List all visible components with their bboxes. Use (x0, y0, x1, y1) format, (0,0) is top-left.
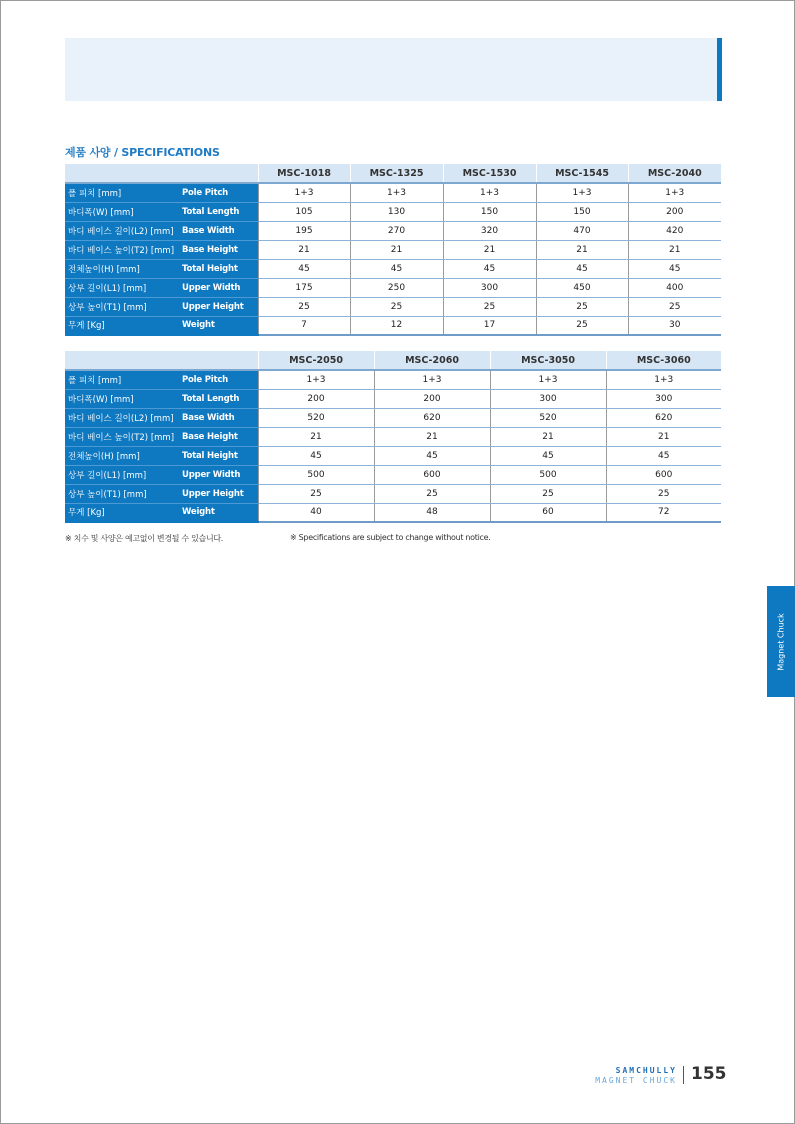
spec-value-cell: 25 (490, 484, 606, 503)
note-korean: ※ 치수 및 사양은 예고없이 변경될 수 있습니다. (65, 534, 224, 543)
spec-value-cell: 500 (258, 465, 374, 484)
spec-value-cell: 520 (258, 408, 374, 427)
row-label-korean: 상부 길이(L1) [mm] (65, 278, 180, 297)
spec-value-cell: 45 (443, 259, 536, 278)
row-label-korean: 상부 높이(T1) [mm] (65, 297, 180, 316)
brand-name-bottom: MAGNET CHUCK (595, 1076, 677, 1085)
table-row (65, 297, 721, 316)
row-label-english: Upper Height (180, 484, 258, 503)
spec-value-cell: 21 (258, 240, 350, 259)
row-label-english: Total Length (180, 202, 258, 221)
spec-table-1 (65, 164, 721, 336)
spec-value-cell: 1+3 (606, 370, 721, 389)
spec-value-cell: 45 (350, 259, 443, 278)
spec-value-cell: 21 (443, 240, 536, 259)
spec-value-cell: 21 (606, 427, 721, 446)
row-label-korean: 폴 피치 [mm] (65, 370, 180, 389)
spec-value-cell: 1+3 (350, 183, 443, 202)
spec-table-2 (65, 351, 721, 523)
table-row (65, 389, 721, 408)
spec-value-cell: 1+3 (628, 183, 721, 202)
row-label-korean: 상부 길이(L1) [mm] (65, 465, 180, 484)
row-label-english: Base Height (180, 427, 258, 446)
row-label-english: Pole Pitch (180, 370, 258, 389)
row-label-english: Upper Width (180, 465, 258, 484)
table-row (65, 427, 721, 446)
spec-value-cell: 450 (536, 278, 628, 297)
footer-brand-logo (595, 1066, 677, 1085)
spec-value-cell: 25 (258, 297, 350, 316)
spec-value-cell: 21 (258, 427, 374, 446)
spec-value-cell: 45 (628, 259, 721, 278)
row-label-korean: 폴 피치 [mm] (65, 183, 180, 202)
spec-value-cell: 620 (374, 408, 490, 427)
spec-value-cell: 45 (490, 446, 606, 465)
footer-divider (683, 1066, 684, 1084)
row-label-korean: 바디 베이스 높이(T2) [mm] (65, 427, 180, 446)
row-label-english: Base Width (180, 408, 258, 427)
row-label-korean: 무게 [Kg] (65, 503, 180, 522)
spec-value-cell: 25 (628, 297, 721, 316)
row-label-korean: 바디폭(W) [mm] (65, 389, 180, 408)
spec-value-cell: 45 (258, 446, 374, 465)
spec-value-cell: 45 (258, 259, 350, 278)
spec-value-cell: 17 (443, 316, 536, 335)
row-label-english: Total Height (180, 259, 258, 278)
spec-value-cell: 60 (490, 503, 606, 522)
spec-value-cell: 470 (536, 221, 628, 240)
spec-value-cell: 25 (606, 484, 721, 503)
table-row (65, 183, 721, 202)
model-header: MSC-2060 (374, 351, 490, 370)
spec-value-cell: 300 (606, 389, 721, 408)
section-title: 제품 사양 / SPECIFICATIONS (65, 146, 220, 159)
spec-value-cell: 300 (490, 389, 606, 408)
top-banner-accent-bar (717, 38, 722, 101)
top-banner (65, 38, 722, 101)
spec-value-cell: 520 (490, 408, 606, 427)
spec-value-cell: 45 (536, 259, 628, 278)
table-row (65, 259, 721, 278)
table-row (65, 316, 721, 335)
spec-value-cell: 600 (606, 465, 721, 484)
table-row (65, 408, 721, 427)
spec-value-cell: 7 (258, 316, 350, 335)
side-tab-magnet-chuck[interactable] (767, 586, 795, 697)
spec-value-cell: 25 (374, 484, 490, 503)
table-row (65, 221, 721, 240)
model-header: MSC-1018 (258, 164, 350, 183)
table-corner-cell (65, 351, 258, 370)
table-row (65, 503, 721, 522)
row-label-korean: 전체높이(H) [mm] (65, 259, 180, 278)
row-label-english: Upper Height (180, 297, 258, 316)
spec-value-cell: 25 (536, 316, 628, 335)
row-label-english: Total Height (180, 446, 258, 465)
row-label-korean: 전체높이(H) [mm] (65, 446, 180, 465)
spec-value-cell: 45 (606, 446, 721, 465)
spec-value-cell: 150 (443, 202, 536, 221)
spec-value-cell: 600 (374, 465, 490, 484)
spec-value-cell: 40 (258, 503, 374, 522)
model-header: MSC-1325 (350, 164, 443, 183)
table-row (65, 465, 721, 484)
model-header: MSC-3060 (606, 351, 721, 370)
row-label-english: Total Length (180, 389, 258, 408)
spec-value-cell: 25 (536, 297, 628, 316)
brand-name-top: SAMCHULLY (615, 1066, 677, 1075)
spec-value-cell: 320 (443, 221, 536, 240)
table-row (65, 202, 721, 221)
spec-value-cell: 48 (374, 503, 490, 522)
spec-value-cell: 12 (350, 316, 443, 335)
spec-value-cell: 30 (628, 316, 721, 335)
spec-value-cell: 175 (258, 278, 350, 297)
model-header: MSC-1545 (536, 164, 628, 183)
spec-value-cell: 300 (443, 278, 536, 297)
table-header-row (65, 351, 721, 370)
row-label-korean: 무게 [Kg] (65, 316, 180, 335)
table-header-row (65, 164, 721, 183)
spec-value-cell: 420 (628, 221, 721, 240)
model-header: MSC-2050 (258, 351, 374, 370)
spec-value-cell: 200 (374, 389, 490, 408)
row-label-korean: 바디 베이스 길이(L2) [mm] (65, 408, 180, 427)
page-number: 155 (691, 1064, 727, 1084)
table-row (65, 240, 721, 259)
table-row (65, 484, 721, 503)
table-corner-cell (65, 164, 258, 183)
spec-value-cell: 1+3 (443, 183, 536, 202)
spec-value-cell: 195 (258, 221, 350, 240)
spec-value-cell: 270 (350, 221, 443, 240)
spec-value-cell: 1+3 (258, 183, 350, 202)
spec-value-cell: 21 (628, 240, 721, 259)
spec-value-cell: 200 (258, 389, 374, 408)
spec-value-cell: 25 (258, 484, 374, 503)
spec-value-cell: 400 (628, 278, 721, 297)
row-label-korean: 바디 베이스 길이(L2) [mm] (65, 221, 180, 240)
spec-value-cell: 21 (490, 427, 606, 446)
spec-value-cell: 25 (443, 297, 536, 316)
table-row (65, 370, 721, 389)
spec-value-cell: 1+3 (490, 370, 606, 389)
note-english: ※ Specifications are subject to change without notice. (290, 533, 491, 542)
spec-value-cell: 105 (258, 202, 350, 221)
spec-value-cell: 45 (374, 446, 490, 465)
table-row (65, 446, 721, 465)
spec-value-cell: 1+3 (258, 370, 374, 389)
row-label-english: Weight (180, 316, 258, 335)
spec-value-cell: 72 (606, 503, 721, 522)
spec-value-cell: 25 (350, 297, 443, 316)
side-tab-label: Magnet Chuck (776, 612, 786, 671)
spec-value-cell: 130 (350, 202, 443, 221)
spec-value-cell: 21 (536, 240, 628, 259)
row-label-english: Upper Width (180, 278, 258, 297)
spec-value-cell: 250 (350, 278, 443, 297)
row-label-korean: 바디폭(W) [mm] (65, 202, 180, 221)
spec-value-cell: 21 (350, 240, 443, 259)
row-label-english: Base Width (180, 221, 258, 240)
row-label-english: Base Height (180, 240, 258, 259)
model-header: MSC-3050 (490, 351, 606, 370)
table-row (65, 278, 721, 297)
spec-value-cell: 500 (490, 465, 606, 484)
row-label-korean: 바디 베이스 높이(T2) [mm] (65, 240, 180, 259)
spec-value-cell: 620 (606, 408, 721, 427)
model-header: MSC-2040 (628, 164, 721, 183)
row-label-english: Pole Pitch (180, 183, 258, 202)
spec-value-cell: 150 (536, 202, 628, 221)
spec-value-cell: 1+3 (374, 370, 490, 389)
row-label-english: Weight (180, 503, 258, 522)
row-label-korean: 상부 높이(T1) [mm] (65, 484, 180, 503)
spec-value-cell: 1+3 (536, 183, 628, 202)
spec-value-cell: 21 (374, 427, 490, 446)
model-header: MSC-1530 (443, 164, 536, 183)
spec-value-cell: 200 (628, 202, 721, 221)
